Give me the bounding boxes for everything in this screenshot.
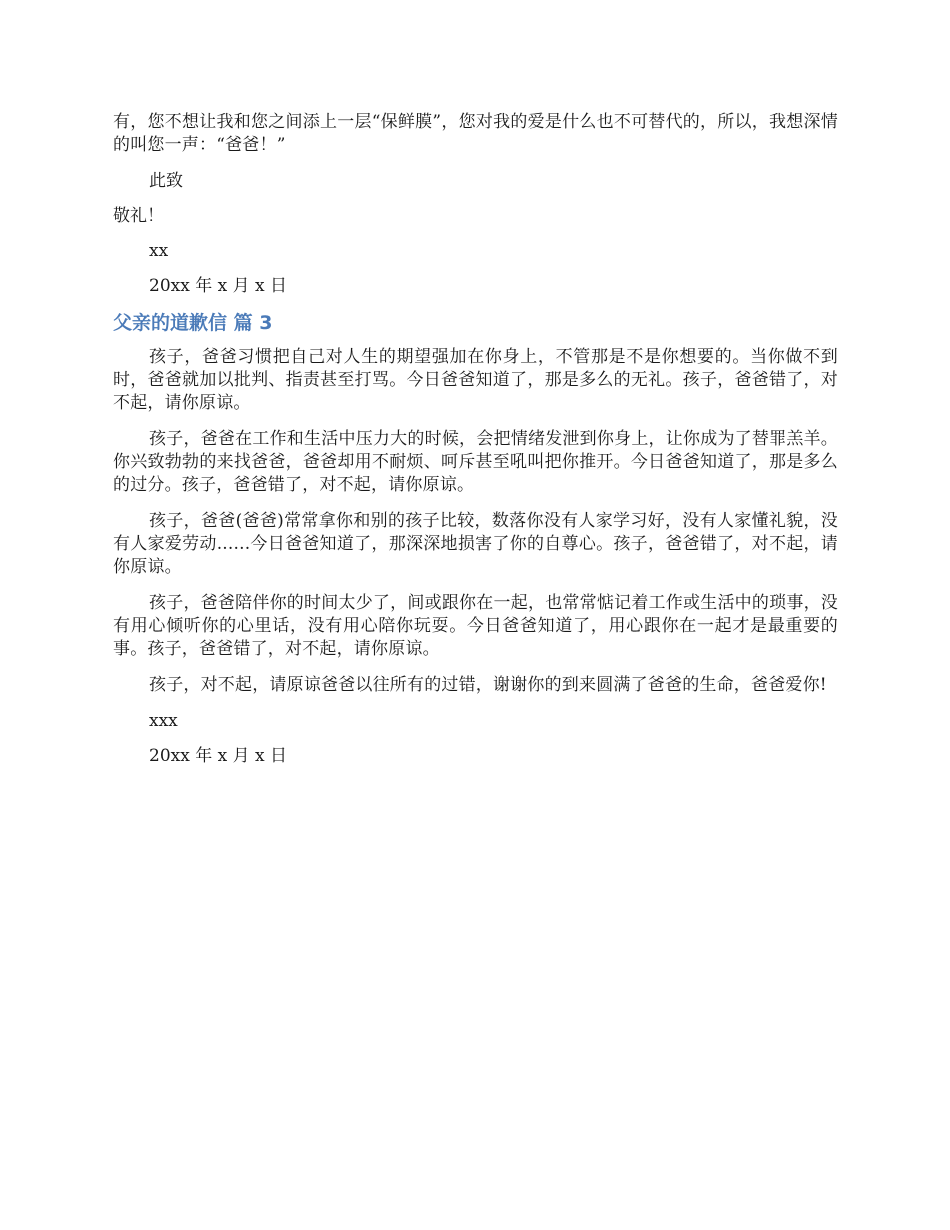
body-paragraph-5: 孩子，对不起，请原谅爸爸以往所有的过错，谢谢你的到来圆满了爸爸的生命，爸爸爱你! [149, 675, 827, 695]
body-paragraph-3: 孩子，爸爸(爸爸)常常拿你和别的孩子比较，数落你没有人家学习好，没有人家懂礼貌，没有人家爱劳动......今日爸爸知道了，那深深地损害了你的自尊心。孩子，爸爸错了，对不起，请你原谅。 [113, 511, 838, 577]
section-heading: 父亲的道歉信 篇 3 [113, 312, 273, 334]
body-paragraph-4: 孩子，爸爸陪伴你的时间太少了，间或跟你在一起，也常常惦记着工作或生活中的琐事，没有用心倾听你的心里话，没有用心陪你玩耍。今日爸爸知道了，用心跟你在一起才是最重要的事。孩子，爸爸错了，对不起，请你原谅。 [113, 593, 838, 659]
signature-line: xx [149, 241, 169, 261]
closing-line: 此致 [149, 171, 183, 191]
signature-line: xxx [149, 711, 178, 731]
date-line: 20xx 年 x 月 x 日 [149, 276, 288, 296]
salute-line: 敬礼！ [113, 206, 164, 226]
body-paragraph-2: 孩子，爸爸在工作和生活中压力大的时候，会把情绪发泄到你身上，让你成为了替罪羔羊。你兴致勃勃的来找爸爸，爸爸却用不耐烦、呵斥甚至吼叫把你推开。今日爸爸知道了，那是多么的过分。孩子，爸爸错了，对不起，请你原谅。 [113, 429, 838, 495]
continuation-paragraph: 有，您不想让我和您之间添上一层“保鲜膜”，您对我的爱是什么也不可替代的，所以，我想深情的叫您一声：“爸爸！” [113, 112, 838, 155]
body-paragraph-1: 孩子，爸爸习惯把自己对人生的期望强加在你身上，不管那是不是你想要的。当你做不到时，爸爸就加以批判、指责甚至打骂。今日爸爸知道了，那是多么的无礼。孩子，爸爸错了，对不起，请你原谅。 [113, 347, 838, 413]
document-page [113, 111, 838, 780]
date-line: 20xx 年 x 月 x 日 [149, 746, 288, 766]
